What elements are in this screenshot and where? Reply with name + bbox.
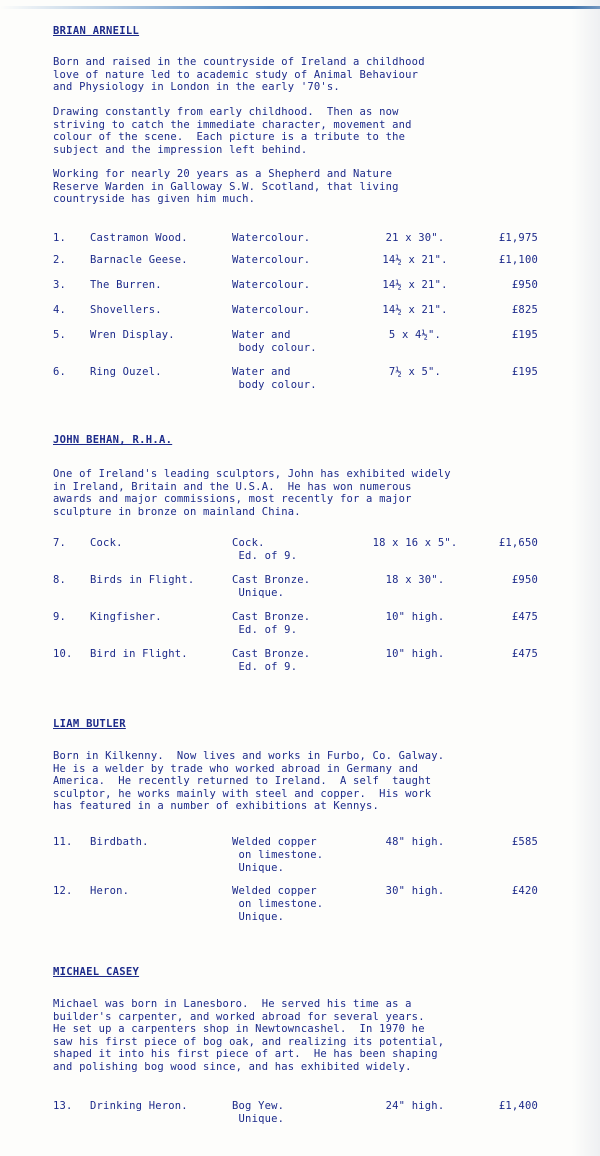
work-medium: Welded copper on limestone. Unique. xyxy=(232,885,324,923)
work-title: Heron. xyxy=(90,885,130,897)
artist-name-liam-butler: LIAM BUTLER xyxy=(53,718,126,730)
work-title: Birdbath. xyxy=(90,836,149,848)
work-title: Bird in Flight. xyxy=(90,648,188,660)
work-number: 11. xyxy=(53,836,73,848)
work-medium: Watercolour. xyxy=(232,254,311,266)
work-title: Ring Ouzel. xyxy=(90,366,162,378)
work-title: Kingfisher. xyxy=(90,611,162,623)
artist-name-brian-arneill: BRIAN ARNEILL xyxy=(53,25,140,37)
work-price: £195 xyxy=(511,366,538,378)
work-size: 30" high. xyxy=(385,885,445,897)
work-medium: Watercolour. xyxy=(232,304,311,316)
work-title: Wren Display. xyxy=(90,329,175,341)
work-size: 5 x 4½". xyxy=(388,329,442,341)
work-medium: Cast Bronze. Ed. of 9. xyxy=(232,648,311,673)
top-rule xyxy=(0,6,600,9)
work-price: £420 xyxy=(511,885,538,897)
artist-bio-paragraph: Born in Kilkenny. Now lives and works in Furbo, Co. Galway. He is a welder by trade who worked abroad in Germany and America. He recently returned to Ireland. A self taught sculptor, he works mainly with steel and copper. His work has featured in a number of exhibitions at Kennys. xyxy=(53,750,445,812)
work-medium: Water and body colour. xyxy=(232,329,317,354)
artist-name-michael-casey: MICHAEL CASEY xyxy=(53,966,140,978)
work-number: 2. xyxy=(53,254,67,266)
work-number: 10. xyxy=(53,648,73,660)
page-edge-shadow xyxy=(572,0,600,1156)
work-title: Shovellers. xyxy=(90,304,162,316)
work-price: £1,100 xyxy=(498,254,538,266)
work-medium: Watercolour. xyxy=(232,279,311,291)
work-size: 14½ x 21". xyxy=(382,279,448,291)
work-number: 8. xyxy=(53,574,67,586)
work-size: 48" high. xyxy=(385,836,445,848)
work-number: 7. xyxy=(53,537,67,549)
artist-bio-paragraph: Born and raised in the countryside of Ireland a childhood love of nature led to academic study of Animal Behaviour and Physiology in London in the early '70's. xyxy=(53,56,425,93)
work-price: £585 xyxy=(511,836,538,848)
work-number: 3. xyxy=(53,279,67,291)
work-number: 5. xyxy=(53,329,67,341)
work-medium: Cock. Ed. of 9. xyxy=(232,537,298,562)
artist-bio-paragraph: One of Ireland's leading sculptors, John has exhibited widely in Ireland, Britain and the U.S.A. He has won numerous awards and major commissions, most recently for a major sculpture in bronze on mainland China. xyxy=(53,468,451,518)
work-size: 18 x 16 x 5". xyxy=(372,537,458,549)
work-size: 10" high. xyxy=(385,648,445,660)
work-size: 24" high. xyxy=(385,1100,445,1112)
artist-bio-paragraph: Working for nearly 20 years as a Shepherd and Nature Reserve Warden in Galloway S.W. Scotland, that living countryside has given him much. xyxy=(53,168,399,205)
work-title: The Burren. xyxy=(90,279,162,291)
work-number: 6. xyxy=(53,366,67,378)
artist-bio-paragraph: Michael was born in Lanesboro. He served his time as a builder's carpenter, and worked abroad for several years. He set up a carpenters shop in Newtowncashel. In 1970 he saw his first piece of bog oak, and realizing its potential, shaped it into his first piece of art. He has been shaping and polishing bog wood since, and has exhibited widely. xyxy=(53,998,445,1073)
work-price: £1,650 xyxy=(498,537,538,549)
work-price: £950 xyxy=(511,279,538,291)
work-title: Birds in Flight. xyxy=(90,574,195,586)
artist-bio-paragraph: Drawing constantly from early childhood. Then as now striving to catch the immediate character, movement and colour of the scene. Each picture is a tribute to the subject and the impression left behind. xyxy=(53,106,412,156)
work-number: 13. xyxy=(53,1100,73,1112)
work-size: 14½ x 21". xyxy=(382,254,448,266)
work-medium: Watercolour. xyxy=(232,232,311,244)
artist-name-john-behan: JOHN BEHAN, R.H.A. xyxy=(53,434,173,446)
work-medium: Cast Bronze. Ed. of 9. xyxy=(232,611,311,636)
work-number: 1. xyxy=(53,232,67,244)
work-medium: Bog Yew. Unique. xyxy=(232,1100,285,1125)
work-price: £950 xyxy=(511,574,538,586)
work-price: £475 xyxy=(511,611,538,623)
work-size: 18 x 30". xyxy=(385,574,445,586)
work-price: £475 xyxy=(511,648,538,660)
work-price: £195 xyxy=(511,329,538,341)
work-title: Barnacle Geese. xyxy=(90,254,188,266)
work-price: £825 xyxy=(511,304,538,316)
work-title: Drinking Heron. xyxy=(90,1100,188,1112)
work-medium: Water and body colour. xyxy=(232,366,317,391)
work-price: £1,975 xyxy=(498,232,538,244)
work-size: 10" high. xyxy=(385,611,445,623)
work-size: 21 x 30". xyxy=(385,232,445,244)
work-number: 9. xyxy=(53,611,67,623)
work-title: Cock. xyxy=(90,537,123,549)
work-medium: Welded copper on limestone. Unique. xyxy=(232,836,324,874)
work-number: 4. xyxy=(53,304,67,316)
work-size: 14½ x 21". xyxy=(382,304,448,316)
work-medium: Cast Bronze. Unique. xyxy=(232,574,311,599)
work-size: 7½ x 5". xyxy=(388,366,442,378)
work-title: Castramon Wood. xyxy=(90,232,188,244)
work-price: £1,400 xyxy=(498,1100,538,1112)
work-number: 12. xyxy=(53,885,73,897)
